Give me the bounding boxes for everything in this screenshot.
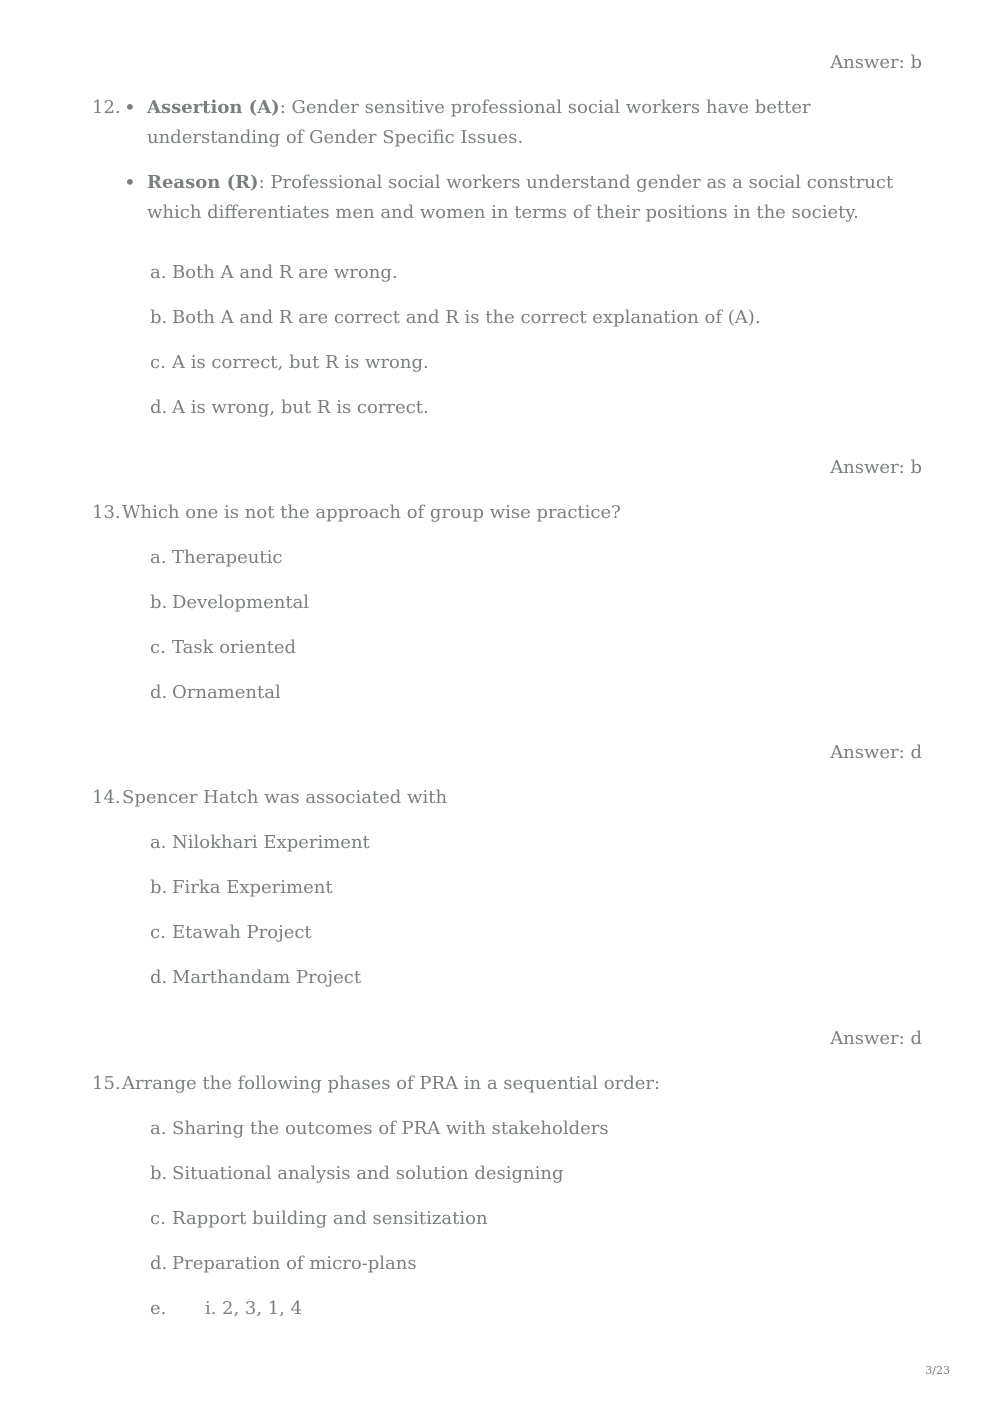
q14-option-a-letter: a. bbox=[150, 832, 167, 853]
question-text-14: Spencer Hatch was associated with bbox=[122, 787, 448, 808]
q14-option-c-letter: c. bbox=[150, 922, 166, 943]
assertion-text-1: : Gender sensitive professional social workers have better bbox=[279, 97, 811, 118]
q14-option-d-letter: d. bbox=[150, 967, 168, 988]
question-number-12: 12. bbox=[92, 97, 121, 118]
assertion-line-1 bbox=[147, 97, 811, 118]
q13-option-b: Developmental bbox=[172, 592, 310, 613]
q15-option-b: Situational analysis and solution designing bbox=[172, 1163, 564, 1184]
bullet-assertion: • bbox=[124, 95, 136, 119]
q15-option-a: Sharing the outcomes of PRA with stakeholders bbox=[172, 1118, 609, 1139]
q12-option-b: Both A and R are correct and R is the correct explanation of (A). bbox=[172, 307, 761, 328]
q12-option-d: A is wrong, but R is correct. bbox=[172, 397, 429, 418]
q13-option-d-letter: d. bbox=[150, 682, 168, 703]
question-number-14: 14. bbox=[92, 787, 121, 808]
q15-option-d: Preparation of micro-plans bbox=[172, 1253, 417, 1274]
q15-sub-option-marker: i. bbox=[205, 1298, 217, 1319]
q14-option-b-letter: b. bbox=[150, 877, 168, 898]
q15-sub-option-text: 2, 3, 1, 4 bbox=[222, 1298, 303, 1319]
q14-option-b: Firka Experiment bbox=[172, 877, 333, 898]
question-text-13: Which one is not the approach of group wise practice? bbox=[122, 502, 621, 523]
q13-option-c-letter: c. bbox=[150, 637, 166, 658]
answer-q12: Answer: b bbox=[830, 457, 922, 478]
q12-option-b-letter: b. bbox=[150, 307, 168, 328]
reason-text-1: : Professional social workers understand gender as a social construct bbox=[258, 172, 894, 193]
q15-option-e-letter: e. bbox=[150, 1298, 167, 1319]
q15-option-c: Rapport building and sensitization bbox=[172, 1208, 488, 1229]
assertion-text-2: understanding of Gender Specific Issues. bbox=[147, 127, 524, 148]
reason-line-1 bbox=[147, 172, 893, 193]
answer-q11: Answer: b bbox=[830, 52, 922, 73]
q12-option-d-letter: d. bbox=[150, 397, 168, 418]
q12-option-a-letter: a. bbox=[150, 262, 167, 283]
q12-option-c-letter: c. bbox=[150, 352, 166, 373]
reason-text-2: which differentiates men and women in terms of their positions in the society. bbox=[147, 202, 859, 223]
question-number-13: 13. bbox=[92, 502, 121, 523]
page-number: 3/23 bbox=[925, 1364, 950, 1377]
q15-option-a-letter: a. bbox=[150, 1118, 167, 1139]
q14-option-d: Marthandam Project bbox=[172, 967, 362, 988]
bullet-reason: • bbox=[124, 170, 136, 194]
question-text-15: Arrange the following phases of PRA in a sequential order: bbox=[122, 1073, 661, 1094]
answer-q14: Answer: d bbox=[830, 1028, 922, 1049]
q12-option-c: A is correct, but R is wrong. bbox=[172, 352, 429, 373]
assertion-label: Assertion (A) bbox=[147, 97, 280, 118]
q13-option-a-letter: a. bbox=[150, 547, 167, 568]
q15-option-b-letter: b. bbox=[150, 1163, 168, 1184]
q15-option-d-letter: d. bbox=[150, 1253, 168, 1274]
q13-option-b-letter: b. bbox=[150, 592, 168, 613]
question-number-15: 15. bbox=[92, 1073, 121, 1094]
q14-option-a: Nilokhari Experiment bbox=[172, 832, 370, 853]
reason-label: Reason (R) bbox=[147, 172, 259, 193]
q12-option-a: Both A and R are wrong. bbox=[172, 262, 398, 283]
q13-option-c: Task oriented bbox=[172, 637, 297, 658]
q13-option-a: Therapeutic bbox=[172, 547, 283, 568]
q13-option-d: Ornamental bbox=[172, 682, 281, 703]
q14-option-c: Etawah Project bbox=[172, 922, 312, 943]
q15-option-c-letter: c. bbox=[150, 1208, 166, 1229]
answer-q13: Answer: d bbox=[830, 742, 922, 763]
